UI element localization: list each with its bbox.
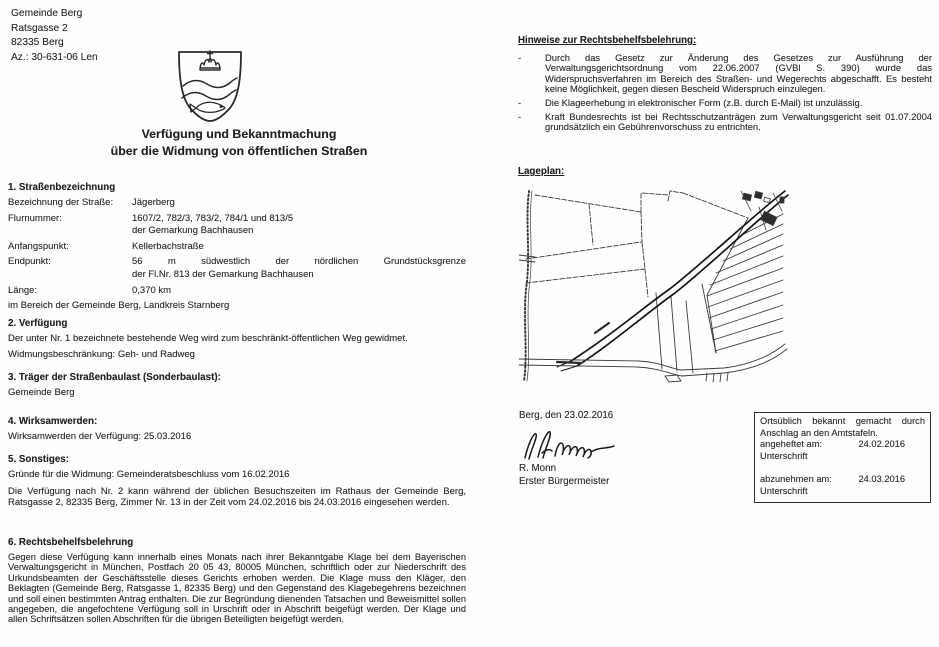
public-notice-box (754, 412, 931, 503)
section-wirksamwerden (8, 416, 466, 442)
row-bezeichnung: Bezeichnung der Straße: Jägerberg (8, 197, 175, 208)
removal-row (760, 474, 925, 486)
section-strassenbezeichnung (8, 182, 466, 311)
hinweise-block (518, 36, 932, 136)
file-reference: Az.: 30-631-06 Len (11, 51, 98, 63)
hinweise-bullet-2: - Die Klageerhebung in elektronischer Form (z.B. durch E-Mail) ist unzulässig. (518, 96, 863, 108)
bullet-dash: - (518, 51, 522, 63)
row-endpunkt: Endpunkt: 56 m südwestlich der nördlichen Grundstücksgrenze der Fl.Nr. 813 der Gemarkung Bachhausen (8, 256, 466, 280)
section-verfuegung (8, 318, 466, 360)
section-2-heading: 2. Verfügung (8, 318, 68, 329)
section-rechtsbehelfsbelehrung (8, 537, 466, 625)
section-1-heading: 1. Straßenbezeichnung (8, 182, 116, 193)
coat-of-arms-icon (172, 46, 248, 126)
section-6-paragraph: Gegen diese Verfügung kann innerhalb eines Monats nach ihrer Bekanntgabe Klage bei dem Bayerischen Verwaltungsgericht in München, Postfach 20 05 43, 80005 München, schriftlich oder zur Niederschrift des Urkundsbeamten der Geschäftsstelle dieses Gerichts erhoben werden. Die Klage muss den Kläger, den Beklagten (Gemeinde Berg, Ratsgasse 1, 82335 Berg) und den Gegenstand des Klagebegehrens bezeichnen und soll einen bestimmten Antrag enthalten. Die zur Begründung dienenden Tatsachen und Beweismittel sollen angegeben, die angefochtene Verfügung soll in Urschrift oder in Abschrift beigefügt werden. Der Klage und allen Schriftsätzen sollen Abschriften für die übrigen Beteiligten beigefügt werden. (8, 552, 466, 625)
section-6-heading: 6. Rechtsbehelfsbelehrung (8, 537, 134, 548)
place-and-date: Berg, den 23.02.2016 (519, 410, 614, 421)
posted-date: 24.02.2016 (858, 439, 905, 450)
row-anfangspunkt: Anfangspunkt: Kellerbachstraße (8, 240, 204, 252)
signature-label-1: Unterschrift (760, 450, 808, 461)
section-3-heading: 3. Träger der Straßenbaulast (Sonderbaulast): (8, 372, 221, 383)
section-sonstiges (8, 454, 466, 508)
hinweise-bullet-1: - Durch das Gesetz zur Änderung des Gesetzes zur Ausführung der Verwaltungsgerichtsordnung vom 22.06.2007 (GVBl S. 390) wurde das Widerspruchsverfahren im Bereich des Straßen- und Wegerechts abgeschafft. Es besteht keine Möglichkeit, gegen diesen Bescheid Widerspruch einzulegen. (518, 51, 932, 95)
map-road-jaegerberg (557, 191, 788, 371)
section-traeger (8, 372, 466, 398)
section-1-footer: im Bereich der Gemeinde Berg, Landkreis Starnberg (8, 300, 230, 312)
section-2-line-2: Widmungsbeschränkung: Geh- und Radweg (8, 349, 195, 360)
page-title (0, 126, 478, 160)
section-5-paragraph: Die Verfügung nach Nr. 2 kann während der üblichen Besuchszeiten im Rathaus der Gemeinde Berg, Ratsgasse 2, 82335 Berg, Zimmer Nr. 13 in der Zeit vom 24.02.2016 bis 24.03.2016 eingesehen werden. (8, 486, 466, 508)
removal-label: abzunehmen am: (760, 474, 832, 485)
signature-label-2: Unterschrift (760, 485, 808, 496)
map-boundary-hatching (519, 191, 535, 381)
sender-address-block (11, 7, 98, 65)
bullet-dash: - (518, 110, 522, 122)
section-5-heading: 5. Sonstiges: (8, 454, 69, 465)
row-laenge: Länge: 0,370 km (8, 284, 172, 296)
section-2-line-1: Der unter Nr. 1 bezeichnete bestehende Weg wird zum beschränkt-öffentlichen Weg gewidmet. (8, 333, 408, 344)
site-plan-map (519, 185, 793, 387)
posted-label: angeheftet am: (760, 439, 823, 450)
posted-row (760, 439, 925, 451)
sender-street: Ratsgasse 2 (11, 22, 68, 34)
section-5-line-1: Gründe für die Widmung: Gemeinderatsbeschluss vom 16.02.2016 (8, 469, 290, 480)
section-4-heading: 4. Wirksamwerden: (8, 416, 98, 427)
removal-date: 24.03.2016 (858, 474, 905, 485)
signer-name: R. Monn (519, 463, 557, 474)
bullet-dash: - (518, 96, 522, 108)
sender-name: Gemeinde Berg (11, 8, 83, 19)
signature-icon (517, 424, 637, 466)
section-3-body: Gemeinde Berg (8, 387, 75, 398)
title-line-1: Verfügung und Bekanntmachung (141, 127, 337, 141)
map-field-strips (707, 214, 783, 353)
sender-city: 82335 Berg (11, 37, 64, 49)
map-label-smudge (557, 323, 609, 363)
lageplan-heading: Lageplan: (518, 166, 565, 177)
section-4-body: Wirksamwerden der Verfügung: 25.03.2016 (8, 431, 192, 442)
hinweise-bullet-3: - Kraft Bundesrechts ist bei Rechtsschutzanträgen zum Verwaltungsgericht seit 01.07.2004 grundsätzlich ein Gebührenvorschuss zu entrichten. (518, 110, 932, 133)
title-line-2: über die Widmung von öffentlichen Straßen (110, 144, 368, 158)
row-flurnummer: Flurnummer: 1607/2, 782/3, 783/2, 784/1 und 813/5 der Gemarkung Bachhausen (8, 212, 294, 237)
signer-role: Erster Bürgermeister (519, 476, 610, 487)
notice-text: Ortsüblich bekannt gemacht durch Anschlag an den Amtstafeln. (760, 416, 925, 438)
hinweise-heading: Hinweise zur Rechtsbehelfsbelehrung: (518, 35, 697, 46)
